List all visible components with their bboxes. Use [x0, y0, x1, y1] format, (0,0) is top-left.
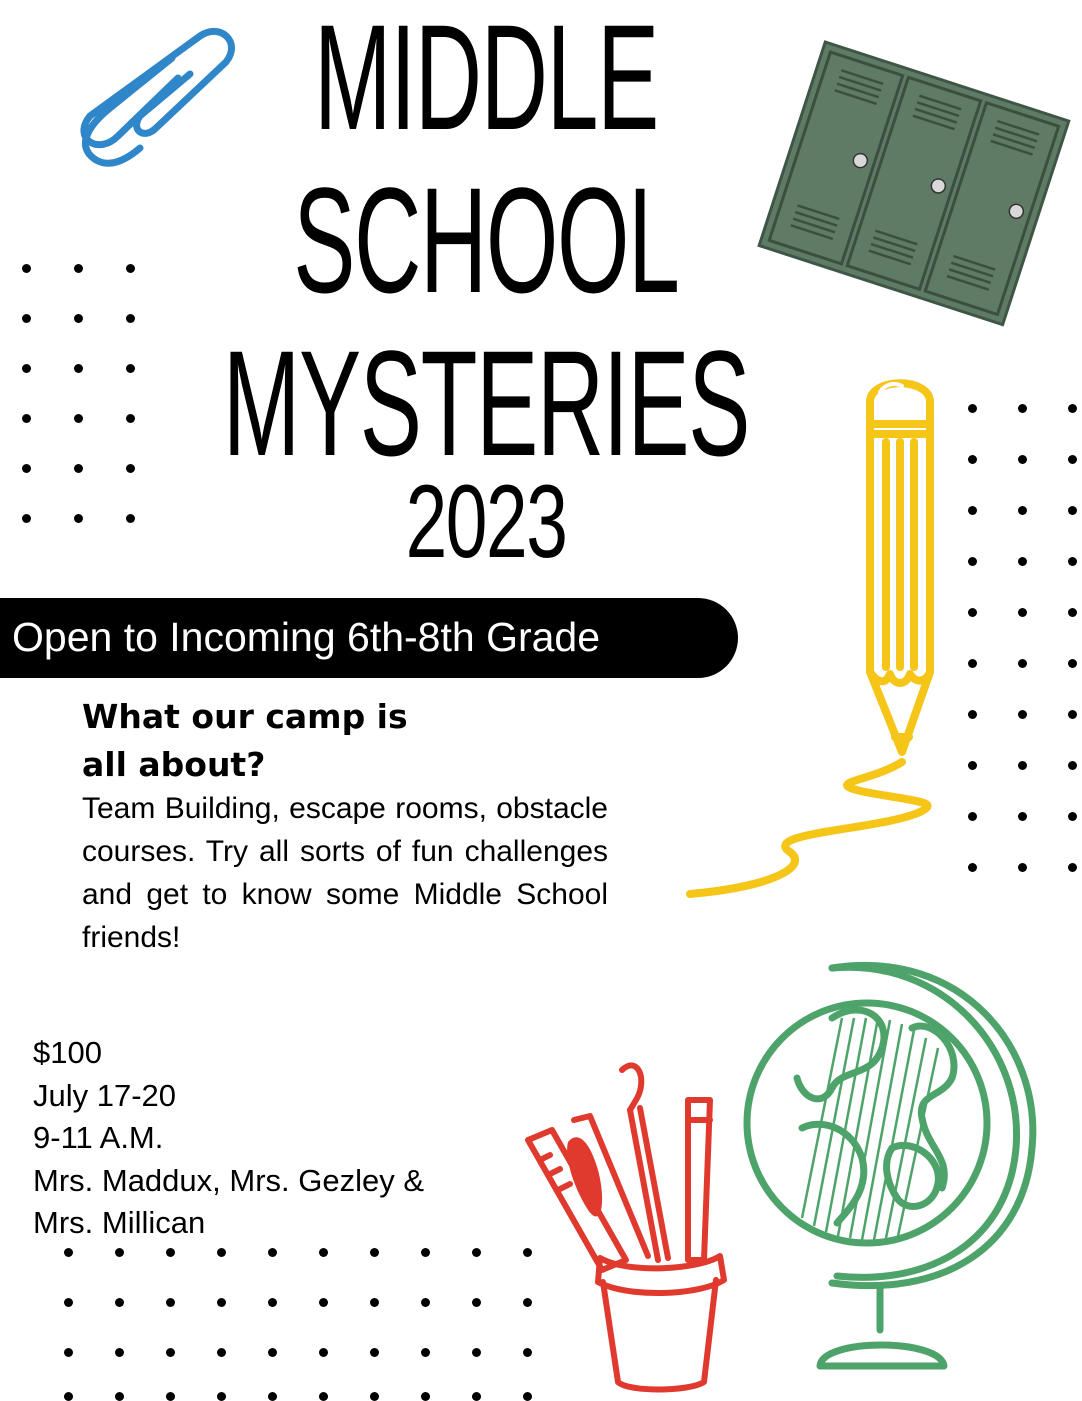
globe-icon	[742, 958, 1042, 1378]
about-heading	[82, 693, 582, 789]
about-heading-line2: all about?	[82, 745, 266, 784]
about-body: Team Building, escape rooms, obstacle courses. Try all sorts of fun challenges and get to know some Middle School friends!	[82, 792, 608, 954]
paperclip-icon	[60, 18, 245, 173]
teachers-line1: Mrs. Maddux, Mrs. Gezley &	[33, 1162, 425, 1198]
title-line-mysteries: MYSTERIES	[222, 319, 750, 487]
pencil-cup-icon	[518, 1060, 738, 1396]
camp-details	[33, 1032, 493, 1245]
title-line-school: SCHOOL	[293, 156, 679, 324]
banner-text: Open to Incoming 6th-8th Grade	[12, 614, 601, 660]
locker-icon	[758, 28, 1068, 338]
about-heading-line1: What our camp is	[82, 697, 408, 736]
title-year: 2023	[405, 464, 567, 580]
time: 9-11 A.M.	[33, 1120, 164, 1155]
price: $100	[33, 1035, 102, 1070]
title-line-middle: MIDDLE	[314, 0, 658, 161]
dates: July 17-20	[33, 1077, 177, 1113]
grade-banner	[0, 598, 738, 678]
teachers-line2: Mrs. Millican	[33, 1205, 206, 1240]
